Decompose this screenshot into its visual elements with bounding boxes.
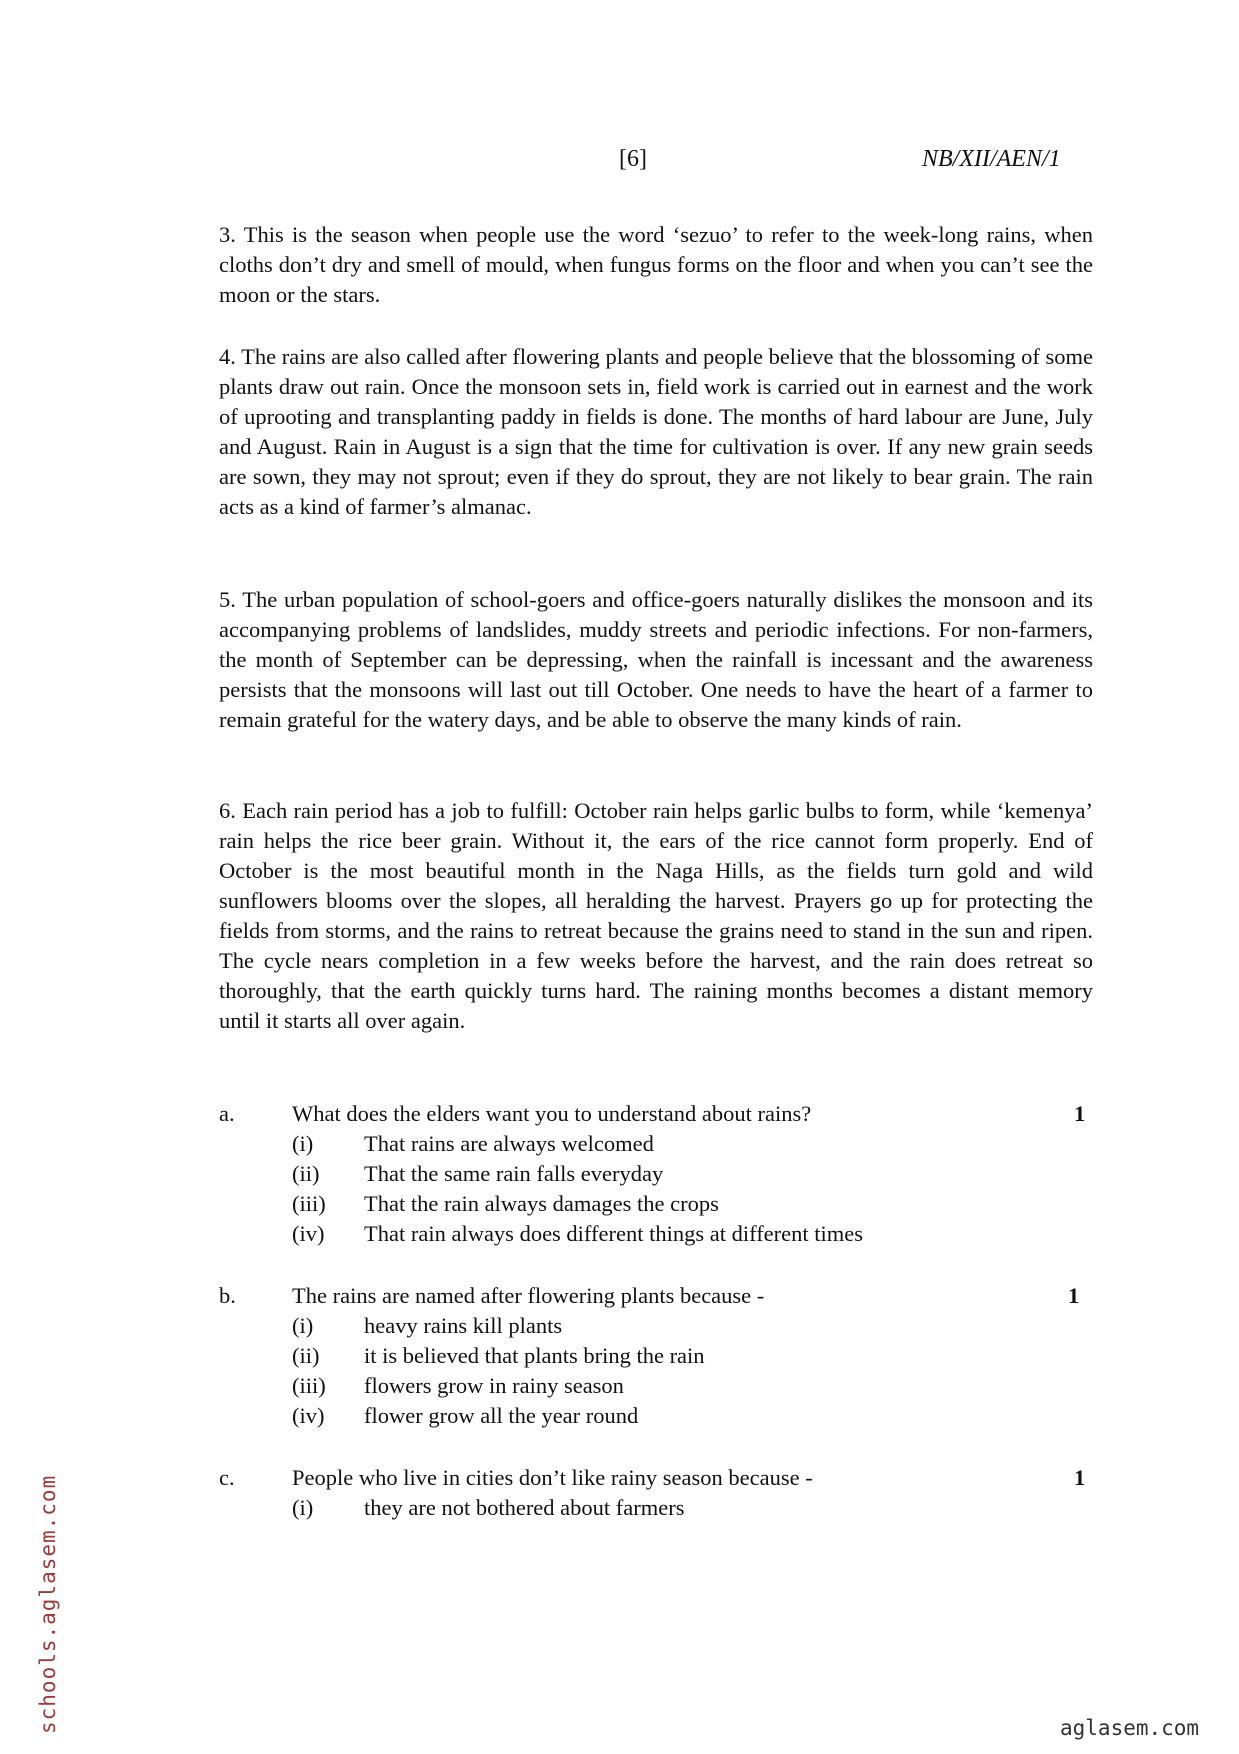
- option-number: (iv): [292, 1403, 325, 1428]
- option-number: (ii): [292, 1161, 320, 1186]
- option-text: That the same rain falls everyday: [364, 1161, 664, 1186]
- question-text: People who live in cities don’t like rainy season because -: [292, 1465, 813, 1490]
- option-number: (i): [292, 1495, 314, 1520]
- option-number: (iv): [292, 1221, 325, 1246]
- option: [219, 1159, 1093, 1189]
- question-a: [219, 1099, 1093, 1249]
- question-text: The rains are named after flowering plants because -: [292, 1283, 765, 1308]
- option: [219, 1341, 1093, 1371]
- option: [219, 1493, 1093, 1523]
- question-label: b.: [219, 1283, 236, 1308]
- option: [219, 1311, 1093, 1341]
- option-text: flower grow all the year round: [364, 1403, 639, 1428]
- option-text: they are not bothered about farmers: [364, 1495, 685, 1520]
- option-text: That rain always does different things at different times: [364, 1221, 864, 1246]
- option: [219, 1219, 1093, 1249]
- question-marks: 1: [1074, 1101, 1086, 1126]
- option-number: (i): [292, 1131, 314, 1156]
- option-number: (iii): [292, 1191, 326, 1216]
- option-text: That the rain always damages the crops: [364, 1191, 719, 1216]
- option-text: flowers grow in rainy season: [364, 1373, 624, 1398]
- question-c: [219, 1463, 1093, 1523]
- option-number: (i): [292, 1313, 314, 1338]
- option: [219, 1401, 1093, 1431]
- question-b: [219, 1281, 1093, 1431]
- paragraph-4: 4. The rains are also called after flowering plants and people believe that the blossoming of some plants draw out rain. Once the monsoon sets in, field work is carried out in earnest and the work of uprooting and transplanting paddy in fields is done. The months of hard labour are June, July and August. Rain in August is a sign that the time for cultivation is over. If any new grain seeds are sown, they may not sprout; even if they do sprout, they are not likely to bear grain. The rain acts as a kind of farmer’s almanac.: [219, 344, 1093, 519]
- option-number: (ii): [292, 1343, 320, 1368]
- paper-code: NB/XII/AEN/1: [922, 146, 1061, 172]
- question-label: a.: [219, 1101, 235, 1126]
- paragraph-6: 6. Each rain period has a job to fulfill: October rain helps garlic bulbs to form, while ‘kemenya’ rain helps the rice beer grain. Without it, the ears of the rice cannot form properly. End of October is the most beautiful month in the Naga Hills, as the fields turn gold and wild sunflowers blooms over the slopes, all heralding the harvest. Prayers go up for protecting the fields from storms, and the rains to retreat because the grains need to stand in the sun and ripen. The cycle nears completion in a few weeks before the harvest, and the rain does retreat so thoroughly, that the earth quickly turns hard. The raining months becomes a distant memory until it starts all over again.: [219, 798, 1093, 1033]
- option: [219, 1189, 1093, 1219]
- option: [219, 1371, 1093, 1401]
- question-marks: 1: [1068, 1283, 1080, 1308]
- question-label: c.: [219, 1465, 235, 1490]
- option-number: (iii): [292, 1373, 326, 1398]
- question-marks: 1: [1074, 1465, 1086, 1490]
- option: [219, 1129, 1093, 1159]
- option-text: That rains are always welcomed: [364, 1131, 654, 1156]
- footer-watermark: aglasem.com: [1060, 1716, 1200, 1740]
- paragraph-5: 5. The urban population of school-goers and office-goers naturally dislikes the monsoon and its accompanying problems of landslides, muddy streets and periodic infections. For non-farmers, the month of September can be depressing, when the rainfall is incessant and the awareness persists that the monsoons will last out till October. One needs to have the heart of a farmer to remain grateful for the watery days, and be able to observe the many kinds of rain.: [219, 587, 1093, 732]
- page-number: [6]: [619, 146, 647, 172]
- paragraph-3: 3. This is the season when people use the word ‘sezuo’ to refer to the week-long rains, when cloths don’t dry and smell of mould, when fungus forms on the floor and when you can’t see the moon or the stars.: [219, 222, 1093, 307]
- side-watermark: schools.aglasem.com: [36, 1474, 60, 1734]
- option-text: it is believed that plants bring the rain: [364, 1343, 705, 1368]
- question-text: What does the elders want you to understand about rains?: [292, 1101, 812, 1126]
- option-text: heavy rains kill plants: [364, 1313, 563, 1338]
